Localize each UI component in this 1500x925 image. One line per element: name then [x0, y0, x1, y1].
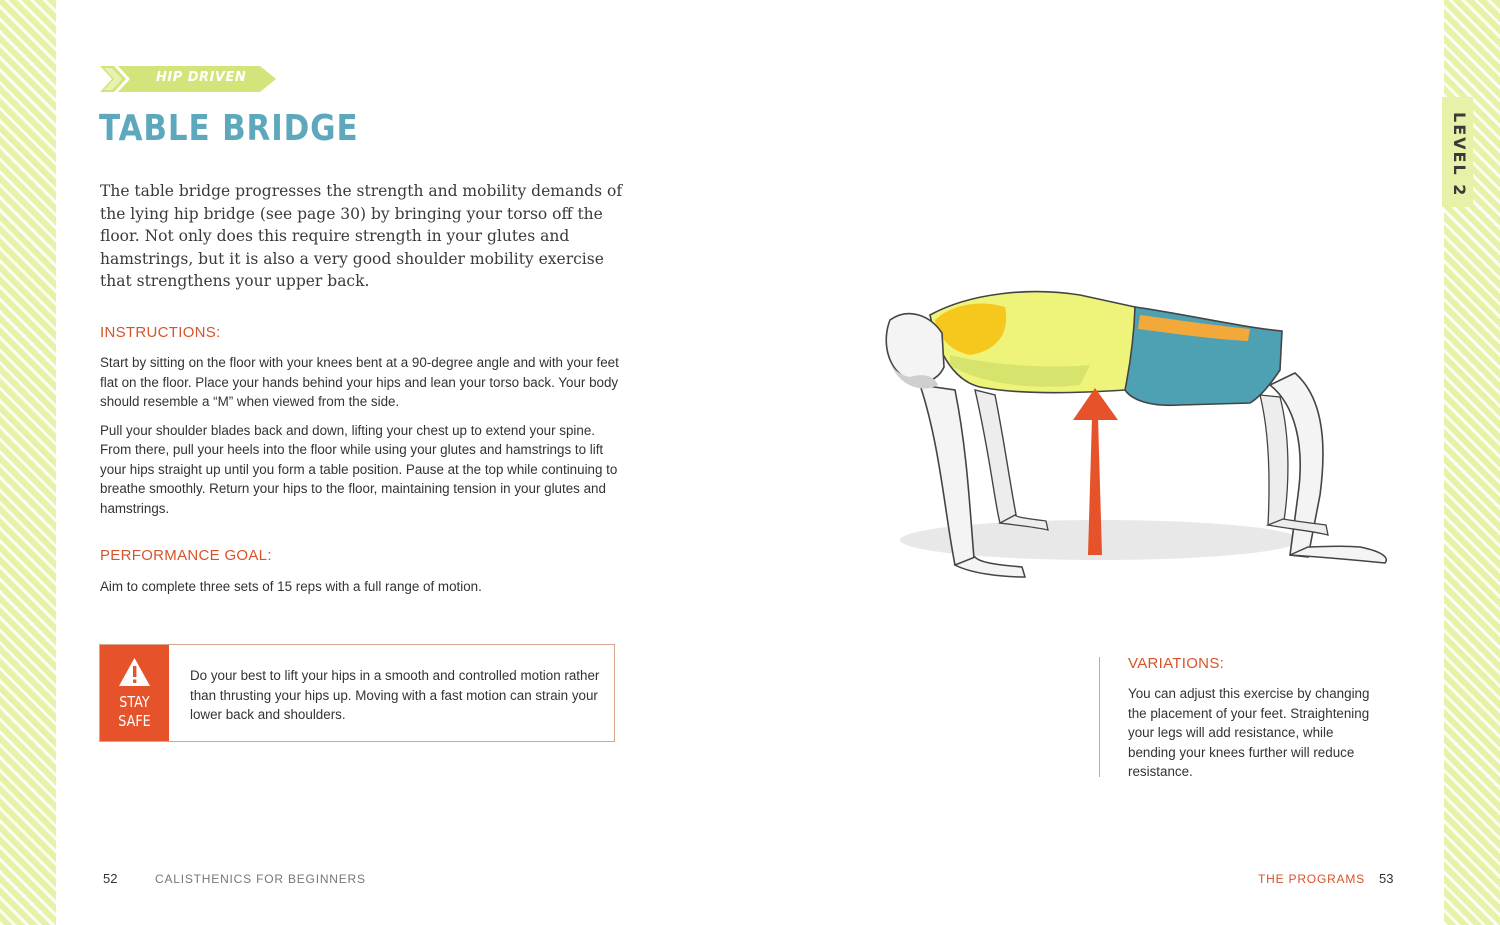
- variations-text: You can adjust this exercise by changing the placement of your feet. Straightening your legs will add resistance, while bending your knees further will reduce resistance.: [1128, 686, 1370, 779]
- intro-paragraph: The table bridge progresses the strength and mobility demands of the lying hip bridge (see page 30) by bringing your torso off the floor. Not only does this require strength in your glutes and hamstrings, but it is also a very good shoulder mobility exercise that strengthens your upper back.: [100, 182, 623, 290]
- lift-arrow-shaft: [1088, 417, 1102, 555]
- level-tab-label: LEVEL 2: [1450, 112, 1469, 198]
- category-ribbon: [100, 66, 278, 92]
- stay-safe-tag: [100, 645, 169, 741]
- performance-goal-heading: PERFORMANCE GOAL:: [100, 547, 272, 564]
- instructions-heading: INSTRUCTIONS:: [100, 324, 221, 341]
- near-foot: [1290, 546, 1386, 563]
- far-arm: [975, 390, 1018, 525]
- stay-safe-label-line2: SAFE: [118, 712, 151, 730]
- stay-safe-text: Do your best to lift your hips in a smooth and controlled motion rather than thrusting your hips up. Moving with a fast motion can strain your lower back and shoulders.: [190, 668, 600, 722]
- right-running-head: THE PROGRAMS: [1258, 872, 1365, 886]
- left-page-number: 52: [103, 871, 118, 886]
- right-page-number: 53: [1379, 871, 1394, 886]
- category-label: HIP DRIVEN: [156, 70, 247, 85]
- table-bridge-illustration: [850, 285, 1400, 595]
- instructions-paragraph-2: Pull your shoulder blades back and down, lifting your chest up to extend your spine. From there, pull your heels into the floor while using your glutes and hamstrings to lift your hips straight up until you form a table position. Pause at the top while continuing to breathe smoothly. Return your hips to the floor, maintaining tension in your glutes and hamstrings.: [100, 422, 618, 516]
- performance-goal-text: Aim to complete three sets of 15 reps with a full range of motion.: [100, 579, 482, 594]
- instructions-paragraph-1: Start by sitting on the floor with your knees bent at a 90-degree angle and with your feet flat on the floor. Place your hands behind your hips and lean your torso back. Your body should resemble a “M” when viewed from the side.: [100, 355, 619, 409]
- stay-safe-callout: [99, 644, 615, 742]
- stay-safe-label-line1: STAY: [119, 693, 150, 711]
- page-title: TABLE BRIDGE: [99, 108, 359, 149]
- warning-icon: [118, 657, 151, 687]
- stay-safe-label: [105, 693, 164, 731]
- near-hand: [955, 557, 1025, 577]
- left-page-edge-pattern: [0, 0, 56, 925]
- left-running-head: CALISTHENICS FOR BEGINNERS: [155, 872, 366, 886]
- instructions-body: [100, 353, 625, 527]
- far-leg: [1260, 395, 1288, 527]
- variations-rule: [1099, 657, 1100, 777]
- variations-heading: VARIATIONS:: [1128, 655, 1225, 672]
